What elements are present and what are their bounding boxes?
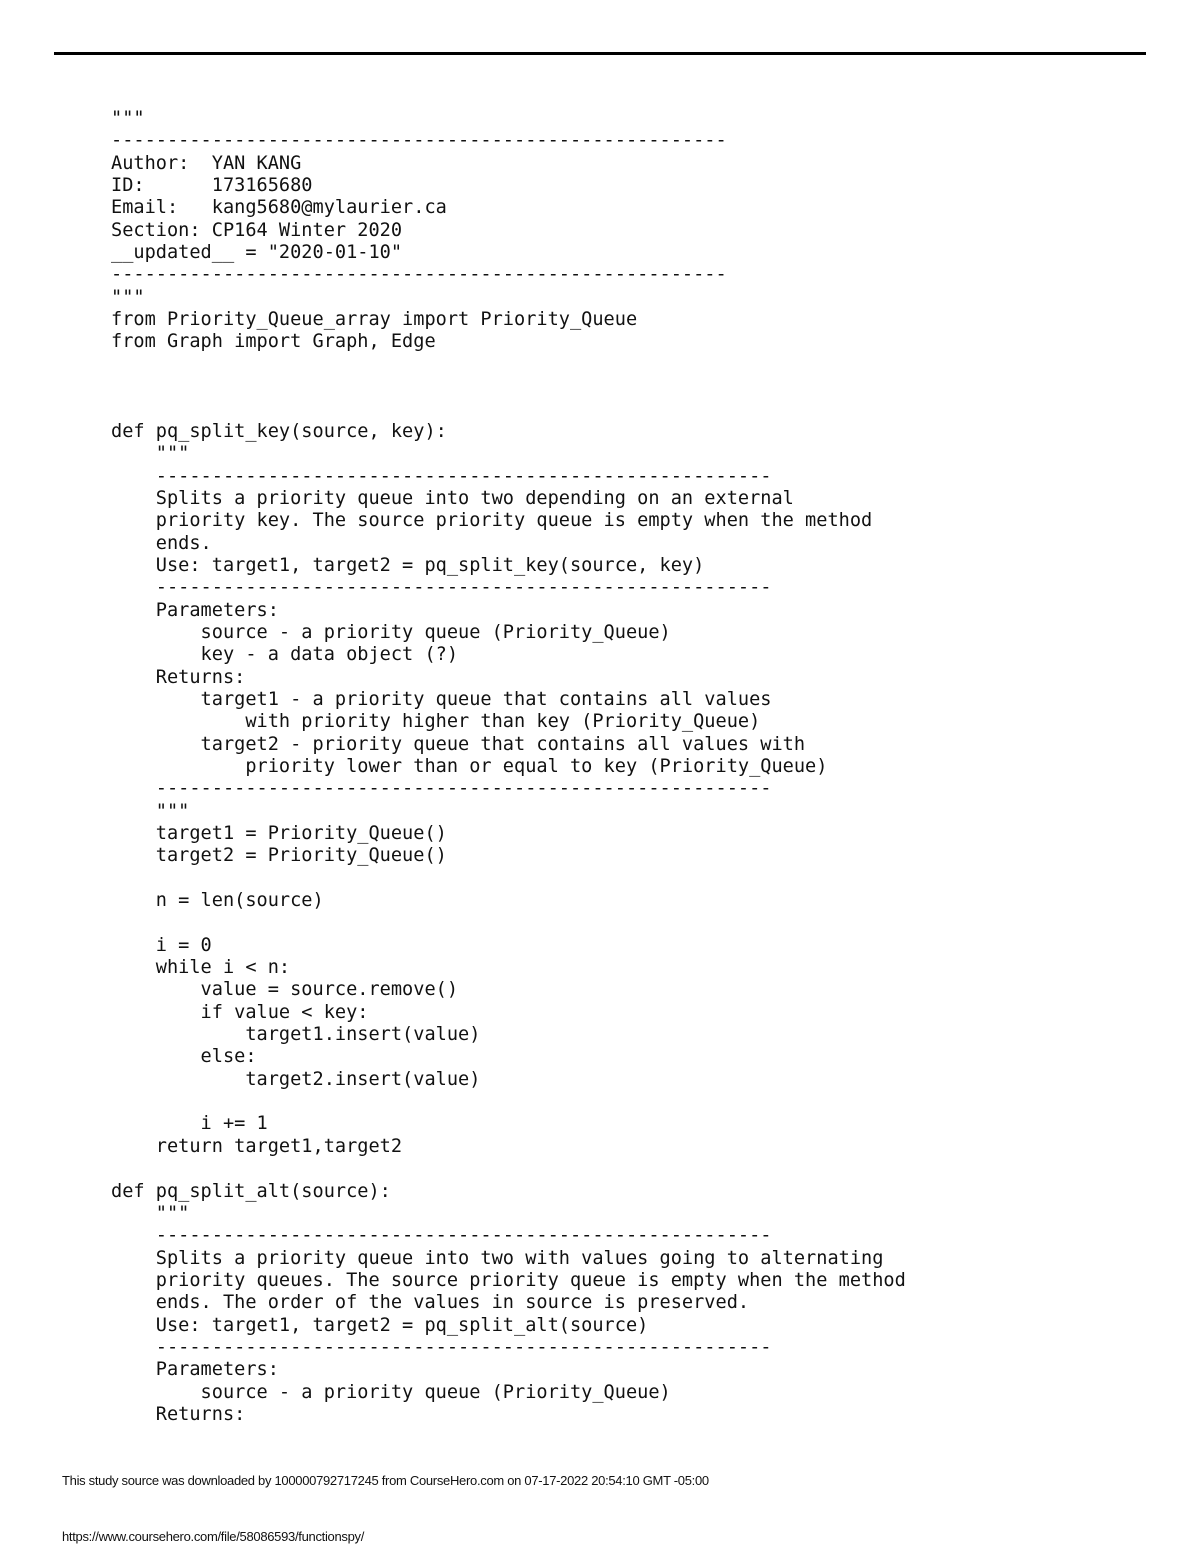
code-line: """ (111, 443, 190, 465)
code-line: from Priority_Queue_array import Priority_Queue (111, 309, 638, 331)
code-line: target2 - priority queue that contains all values with (111, 733, 806, 755)
code-line: target2 = Priority_Queue() (111, 845, 447, 867)
code-line: n = len(source) (111, 890, 324, 912)
code-line: i = 0 (111, 934, 212, 956)
code-line: while i < n: (111, 957, 291, 979)
code-line (111, 354, 906, 376)
code-line: value = source.remove() (111, 979, 459, 1001)
code-line: key - a data object (?) (111, 644, 459, 666)
code-line: ------------------------------------------------------- (111, 1225, 772, 1247)
page-top-rule (54, 52, 1146, 55)
code-line: """ (111, 286, 145, 308)
code-line: Returns: (111, 666, 246, 688)
code-line: ------------------------------------------------------- (111, 1336, 772, 1358)
code-line: __updated__ = "2020-01-10" (111, 242, 403, 264)
code-line: ends. The order of the values in source is preserved. (111, 1292, 750, 1314)
source-url: https://www.coursehero.com/file/58086593/functionspy/ (62, 1529, 365, 1544)
code-line: Author: YAN KANG (111, 152, 302, 174)
code-line: source - a priority queue (Priority_Queue) (111, 1381, 671, 1403)
code-line: Splits a priority queue into two depending on an external (111, 487, 794, 509)
code-line: ------------------------------------------------------- (111, 778, 772, 800)
code-line: target1 = Priority_Queue() (111, 823, 447, 844)
code-line: i += 1 (111, 1113, 268, 1135)
code-line (111, 376, 906, 398)
code-line: else: (111, 1046, 257, 1068)
code-line: target1 - a priority queue that contains all values (111, 688, 772, 710)
code-line: Use: target1, target2 = pq_split_key(source, key) (111, 554, 705, 576)
code-line: if value < key: (111, 1001, 369, 1023)
code-line: ends. (111, 532, 212, 554)
code-line: Splits a priority queue into two with values going to alternating (111, 1247, 884, 1269)
code-line: source - a priority queue (Priority_Queue) (111, 621, 671, 643)
code-line: priority lower than or equal to key (Priority_Queue) (111, 755, 828, 777)
code-line: def pq_split_key(source, key): (111, 420, 447, 442)
code-line: Parameters: (111, 599, 279, 621)
code-line: priority key. The source priority queue is empty when the method (111, 510, 873, 532)
code-line: target2.insert(value) (111, 1068, 481, 1090)
code-line: Use: target1, target2 = pq_split_alt(source) (111, 1314, 649, 1336)
code-line (111, 398, 906, 420)
code-line: ------------------------------------------------------- (111, 130, 727, 152)
code-line: Section: CP164 Winter 2020 (111, 219, 403, 241)
code-line: ID: 173165680 (111, 175, 313, 197)
code-line: Returns: (111, 1403, 246, 1425)
code-line (111, 1158, 906, 1180)
code-line: Email: kang5680@mylaurier.ca (111, 197, 447, 219)
download-source-note: This study source was downloaded by 100000792717245 from CourseHero.com on 07-17-2022 20:54:10 GMT -05:00 (62, 1473, 709, 1488)
code-line: Parameters: (111, 1359, 279, 1381)
code-line: ------------------------------------------------------- (111, 264, 727, 286)
code-line: from Graph import Graph, Edge (111, 331, 436, 353)
code-line: target1.insert(value) (111, 1024, 481, 1046)
code-line: with priority higher than key (Priority_Queue) (111, 711, 761, 733)
source-code-block (111, 108, 906, 1426)
code-line: return target1,target2 (111, 1135, 403, 1157)
code-line: """ (111, 1202, 190, 1224)
code-line (111, 912, 906, 934)
code-line: """ (111, 108, 145, 129)
code-line (111, 1091, 906, 1113)
code-line: ------------------------------------------------------- (111, 577, 772, 599)
code-line: priority queues. The source priority queue is empty when the method (111, 1269, 906, 1291)
code-line: """ (111, 800, 190, 822)
code-line: def pq_split_alt(source): (111, 1180, 391, 1202)
code-line: ------------------------------------------------------- (111, 465, 772, 487)
code-line (111, 868, 906, 890)
